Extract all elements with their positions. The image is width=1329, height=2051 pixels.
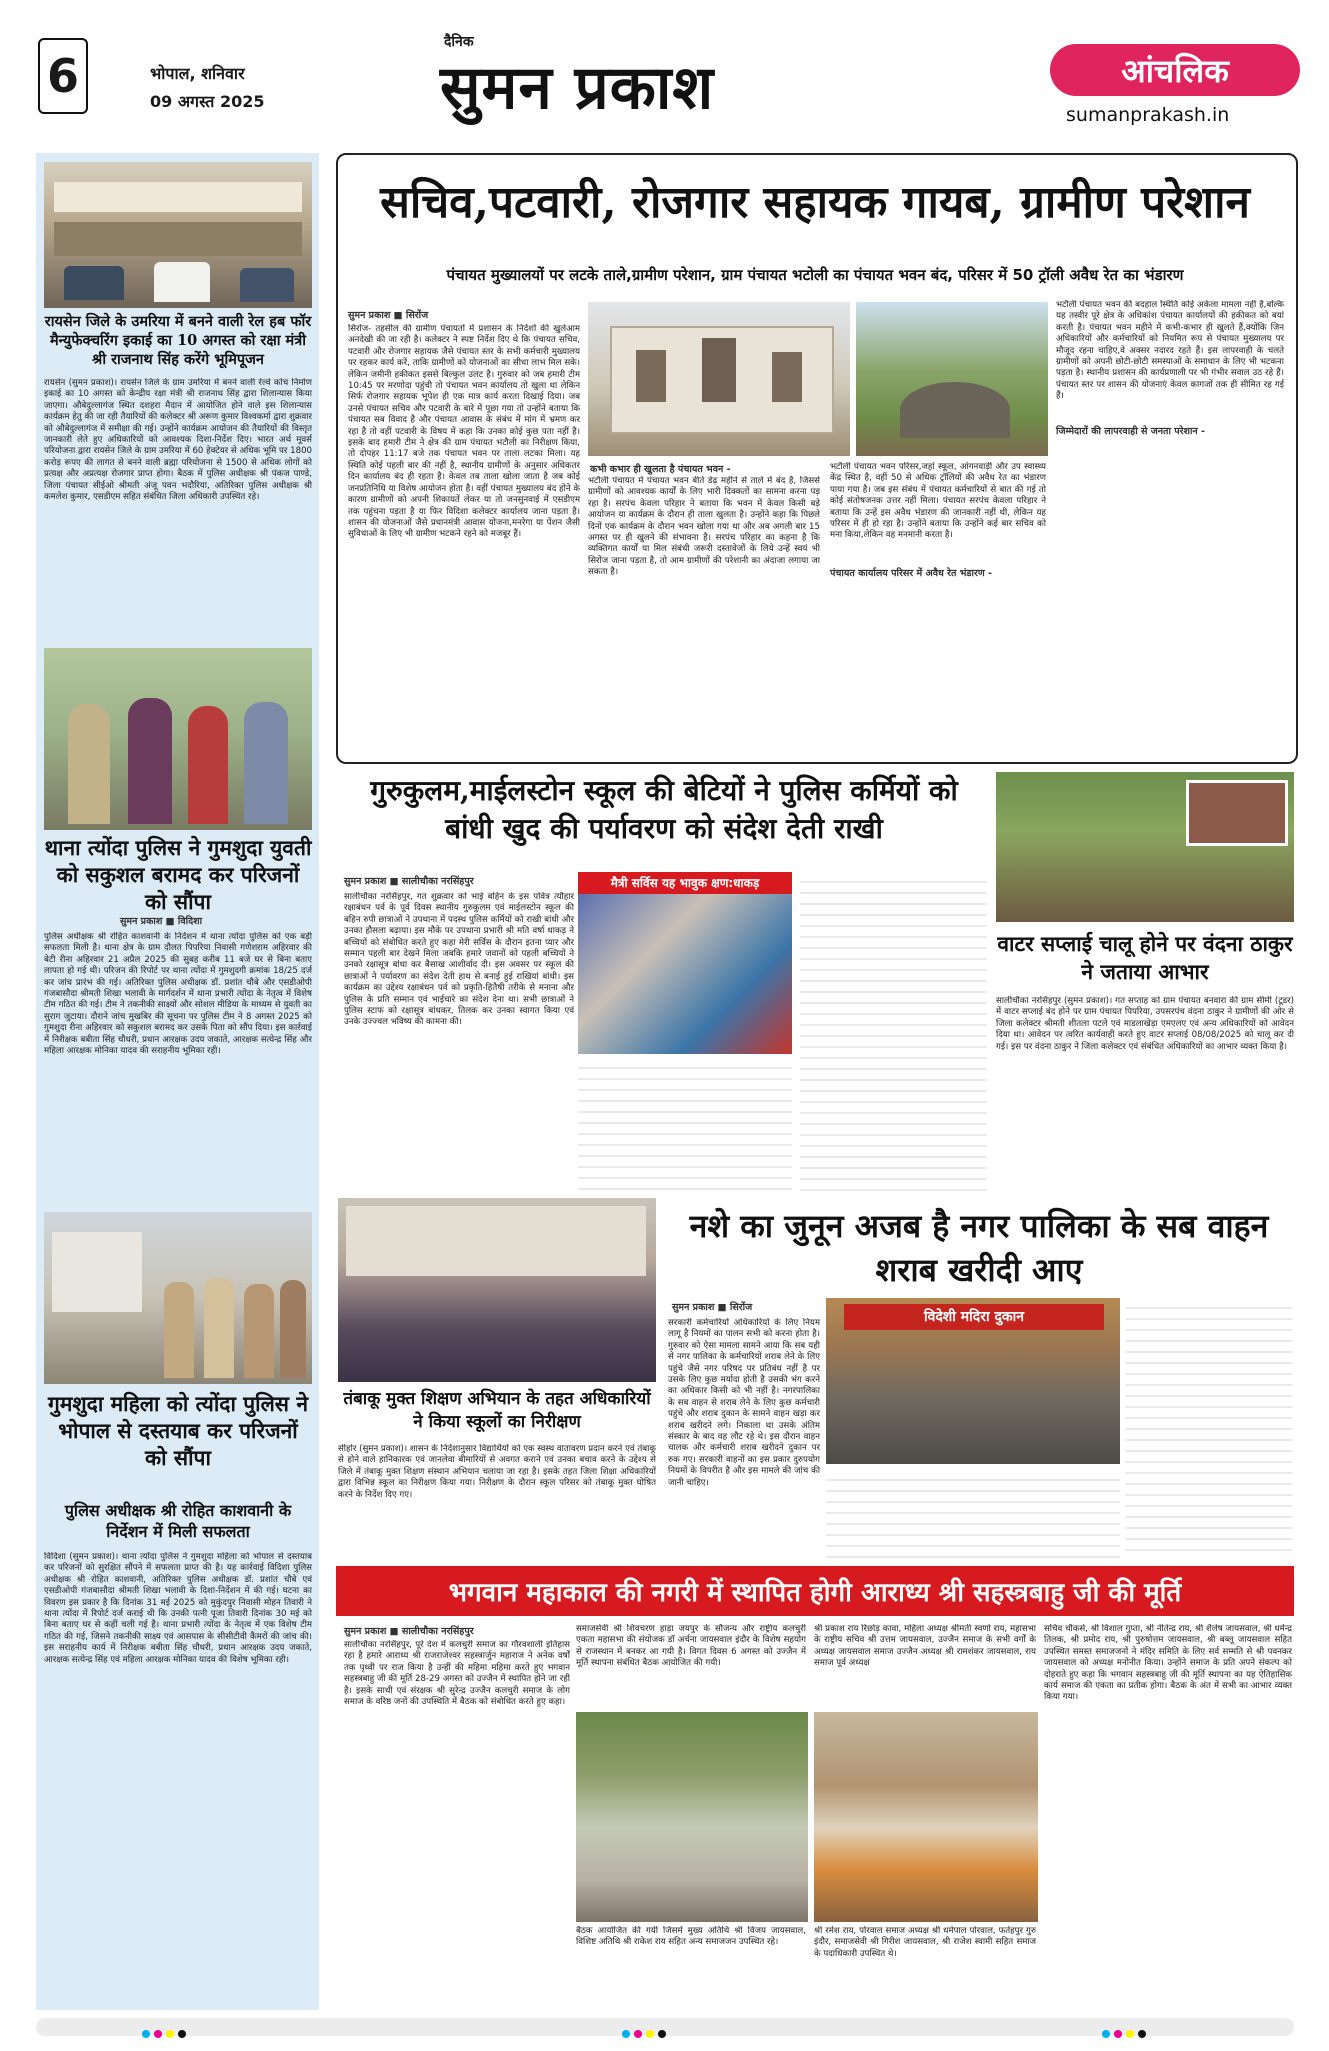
sidebar-story1-headline: रायसेन जिले के उमरिया में बनने वाली रेल हब फॉर मैन्युफेक्चरिंग इकाई का 10 अगस्त को रक्षा मंत्री श्री राजनाथ सिंह करेंगे भूमिपूजन bbox=[44, 313, 312, 368]
police-station-photo bbox=[44, 1212, 312, 1384]
liquor-headline: नशे का जुनून अजब है नगर पालिका के सब वाहन शराब खरीदी आए bbox=[689, 1207, 1269, 1289]
sidebar-story1-body: रायसेन (सुमन प्रकाश)। रायसेन जिले के ग्राम उमरिया में बनने वाली रेल्वे कोच निर्माण इकाई का 10 अगस्त को केन्द्रीय रक्षा मंत्री श्री राजनाथ सिंह द्वारा शिलान्यास किया जाएगा। औबेदुल्लागंज स्थित दशहरा मैदान में आयोजित होने वाले इस शिलान्यास कार्यक्रम हेतु की जा रही तैयारियों की कलेक्टर श्री अरूण कुमार विश्वकर्मा द्वारा शुक्रवार को औबेदुल्लागंज में समीक्षा की गई। उन्होंने कार्यक्रम आयोजन की तैयारियों की विस्तृत जानकारी लेते हुए अधिकारियों को आवश्यक दिशा-निर्देश दिए। भारत अर्थ मूवर्स परियोजना द्वारा रायसेन जिले के ग्राम उमरिया में 60 हेक्टेयर से अधिक भूमि पर 1800 करोड़ रूपए की लागत से बनने वाली ब्रह्मा परियोजना से 1500 से अधिक लोगों को प्रत्यक्ष और अप्रत्यक्ष रोजगार प्राप्त होगा। बैठक में पुलिस अधीक्षक श्री पंकज पाण्डे, जिला पंचायत सीईओ श्रीमती अंजू पवन भदौरिया, अतिरिक्त पुलिस अधीक्षक श्री कमलेश कुमार, एसडीएम सहित संबंधित जिला अधिकारी उपस्थित रहे। bbox=[44, 378, 312, 503]
main-body-col3: भटौली पंचायत भवन परिसर,जहां स्कूल, आंगनवाड़ी और उप स्वास्थ्य केंद्र स्थित है, वहीं 50 से अधिक ट्रॉलियों की अवैध रेत का भंडारण पाया गया है। जब इस संबंध में पंचायत कर्मचारियों से बात की गई तो कोई संतोषजनक उत्तर नहीं मिला। पंचायत सरपंच केवला परिहार ने बताया कि उन्हें इस अवैध भंडारण की जानकारी नहीं थी, लेकिन यह परिसर में ही हो रहा है। उन्होंने बताया कि उन्होंने कई बार सचिव को मना किया,लेकिन वह मनमानी करता है। bbox=[830, 462, 1046, 541]
banner-caption-2: श्री रमेश राय, पोरवाल समाज अध्यक्ष श्री धर्मपाल पोरवाल, फतेहपुर गुरु इंदौर, समाजसेवी श्री गिरीश जायसवाल, श्री राजेश स्वामी सहित समाज के पदाधिकारी उपस्थित थे। bbox=[814, 1926, 1036, 1959]
sidebar-story2-headline: थाना त्योंदा पुलिस ने गुमशुदा युवती को सकुशल बरामद कर परिजनों को सौंपा bbox=[44, 835, 312, 914]
main-body-col2: भटौली पंचायत में पंचायत भवन बीते डेढ़ महीने से ताले में बंद है, जिससे ग्रामीणों को आवश्यक कार्यों के लिए भारी दिक्कतों का सामना करना पड़ रहा है। सरपंच केवला परिहार ने बताया कि भवन में केवल किसी बड़े आयोजन या कार्यक्रम के दौरान ही ताला खुलता है। उन्होंने कहा कि पिछले दिनों एक कार्यक्रम के दौरान भवन खोला गया था और अब अगली बार 15 अगस्त पर ही खुलने की संभावना है। सरपंच परिहार का कहना है कि व्यक्तिगत कार्यों या मिल संबंधी जरूरी दस्तावेजों के लिये उन्हें स्वयं भी सिरोंज जाना पड़ता है, तो आम ग्रामीणों की परेशानी का अंदाजा लगाया जा सकता है। bbox=[588, 476, 820, 578]
sidebar-story3-body: विदिशा (सुमन प्रकाश)। थाना त्योंदा पुलिस ने गुमशुदा महिला को भोपाल से दस्तयाब कर परिजनों को सुरक्षित सौंपने में सफलता प्राप्त की है। यह कार्रवाई विदिशा पुलिस अधीक्षक श्री रोहित काशवानी, अतिरिक्त पुलिस अधीक्षक डॉ. प्रशांत चौबे एवं एसडीओपी गंजबासौदा श्रीमती शिखा भलावी के दिशा-निर्देशन में की गई। घटना का विवरण इस प्रकार है कि दिनांक 31 मई 2025 को मुकुंदपुर निवासी मोहन तिवारी ने थाना त्योंदा में रिपोर्ट दर्ज कराई थी कि उनकी पत्नी पूजा तिवारी दिनांक 30 मई को बिना बताए घर से कहीं चली गई है। थाना प्रभारी त्योंदा के नेतृत्व में एक विशेष टीम गठित की गई, जिसने तकनीकी साक्ष्य एवं आसपास के सीसीटीवी कैमरों की जांच की। इस सराहनीय कार्य में निरीक्षक बबीता सिंह चौधरी, प्रधान आरक्षक उदय जकाते, आरक्षक सत्येन्द्र सिंह एवं महिला आरक्षक मोनिका यादव की विशेष भूमिका रही। bbox=[44, 1552, 312, 1665]
page-number-box bbox=[38, 38, 88, 114]
sidebar-story3-headline: गुमशुदा महिला को त्योंदा पुलिस ने भोपाल से दस्तयाब कर परिजनों को सौंपा bbox=[48, 1391, 308, 1470]
main-subhead-3: जिम्मेदारों की लापरवाही से जनता परेशान - bbox=[1056, 426, 1205, 437]
banner-headline: भगवान महाकाल की नगरी में स्थापित होगी आराध्य श्री सहस्त्रबाहु जी की मूर्ति bbox=[448, 1578, 1182, 1608]
issue-date: 09 अगस्त 2025 bbox=[150, 92, 265, 111]
paper-prefix: दैनिक bbox=[444, 34, 474, 50]
masthead bbox=[0, 0, 1329, 150]
banner-body-col1: सालीचौका नरसिंहपुर, पूरे देश में कलचुरी समाज का गौरवशाली इतिहास रहा है हमारे आराध्य श्री राजराजेश्वर सहस्त्रार्जुन महाराज ने अनेक वर्षों तक पृथ्वी पर राज किया है उन्हीं की महिमा महिमा करते हुए भगवान सहस्त्रबाहु जी की मूर्ति 28-29 अगस्त को उज्जैन में स्थापित होने जा रही है। इसके साथी एवं संरक्षक श्री सुरेन्द्र उज्जैन कलचुरी समाज के लोग समाज के वरिष्ठ जनों की उपस्थिति में बैठक को संबोधित करते हुए कहा। bbox=[344, 1640, 570, 1708]
sidebar-story2-body: पुलिस अधीक्षक श्री रोहित काशवानी के निर्देशन में थाना त्योंदा पुलिस को एक बड़ी सफलता मिली है। थाना क्षेत्र के ग्राम दौलत पिपरिया निवासी गणेशराम अहिरवार की बेटी रीना अहिरवार 21 अप्रैल 2025 की सुबह करीब 11 बजे घर से बिना बताए लापता हो गई थी। परिजन की रिपोर्ट पर थाना त्योंदा में गुमशुदगी क्रमांक 18/25 दर्ज कर जांच प्रारंभ की गई। अतिरिक्त पुलिस अधीक्षक डॉ. प्रशांत चौबे और एसडीओपी गंजबासौदा श्रीमती शिखा भलावी के मार्गदर्शन में थाना प्रभारी त्योंदा के नेतृत्व में विशेष टीम गठित की गई। टीम ने तकनीकी साक्ष्यों और सोशल मीडिया के माध्यम से युवती का सुराग जुटाया। दौराने जांच मुखबिर की सूचना पर पुलिस टीम ने 8 अगस्त 2025 को गुमशुदा रीना अहिरवार को सकुशल बरामद कर उसके पिता को सौंप दिया। इस कार्रवाई में निरीक्षक बबीता सिंह चौधरी, प्रधान आरक्षक उदय जकाते, आरक्षक सत्येन्द्र सिंह और महिला आरक्षक मोनिका यादव की सराहनीय भूमिका रही। bbox=[44, 932, 312, 1057]
water-body: सालीचौका नरसिंहपुर (सुमन प्रकाश)। गत सप्ताह को ग्राम पंचायत बनवारा की ग्राम सीमी (टूडर) में वाटर सप्लाई बंद होने पर ग्राम पंचायत पिपरिया, उपसरपंच वंदना ठाकुर ने ग्रामीणों की ओर से जिला कलेक्टर श्रीमती शीतला पटले एवं माडलाखेड़ा एमएलए एवं अन्य अधिकारियों को आवेदन दिया था। आवेदन पर त्वरित कार्यवाही करते हुए वाटर सप्लाई 08/08/2025 को चालू कर दी गई। इस पर वंदना ठाकुर ने जिला कलेक्टर एवं संबंधित अधिकारियों का आभार व्यक्त किया है। bbox=[996, 996, 1294, 1052]
banner-body-col4: सचिव चौकसे, श्री विशाल गुप्ता, श्री नीतेन्द्र राय, श्री शैलेष जायसवाल, श्री धर्मेन्द्र तिलक, श्री प्रमोद राय, श्री पुरुषोत्तम जायसवाल, श्री बब्लू जायसवाल सहित उपस्थित समस्त समाजजनों ने मंदिर समिति के लिए सर्व सम्मति से श्री पवनकर जायसवाल को अध्यक्ष मनोनीत किया। उन्होंने समाज के प्रति अपने संकल्प को दोहराते हुए कहा कि भगवान सहस्त्रबाहु जी की मूर्ति स्थापना का यह ऐतिहासिक कार्य समाज की एकता का प्रतीक होगा। बैठक के अंत में सभी का आभार व्यक्त किया गया। bbox=[1044, 1624, 1292, 1703]
sidebar-story3-subhead: पुलिस अधीक्षक श्री रोहित काशवानी के निर्देशन में मिली सफलता bbox=[64, 1501, 292, 1541]
sand-storage-photo bbox=[856, 302, 1048, 456]
main-subhead-2: पंचायत कार्यालय परिसर में अवैध रेत भंडारण - bbox=[830, 568, 992, 579]
section-tab bbox=[1050, 44, 1300, 96]
liquor-body-col2 bbox=[826, 1470, 1120, 1560]
banner-body-col3: श्री प्रकाश राय रिछोड़ कावा, महिला अध्यक्ष श्रीमती स्वर्णा राय, महासभा के राष्ट्रीय सचिव श्री उत्तम जायसवाल, उज्जैन समाज के सभी वर्गों के अध्यक्ष जायसवाल समाज उज्जैन अध्यक्ष श्री रामशंकर जायसवाल, राय समाज पूर्व अध्यक्ष bbox=[814, 1624, 1036, 1669]
city-day: भोपाल, शनिवार bbox=[150, 64, 245, 83]
footer-dots-left bbox=[140, 2023, 188, 2042]
main-subhead: पंचायत मुख्यालयों पर लटके ताले,ग्रामीण परेशान, ग्राम पंचायत भटोली का पंचायत भवन बंद, परिसर में 50 ट्रॉली अवैध रेत का भंडारण bbox=[446, 266, 1184, 284]
section-label: आंचलिक bbox=[1121, 51, 1229, 90]
rakhi-body-col3 bbox=[800, 872, 986, 1192]
website: sumanprakash.in bbox=[1066, 104, 1230, 126]
samaj-group-photo bbox=[814, 1712, 1038, 1922]
police-handover-photo bbox=[44, 648, 312, 830]
water-headline: वाटर सप्लाई चालू होने पर वंदना ठाकुर ने जताया आभार bbox=[997, 931, 1293, 984]
main-body-col4: भटौली पंचायत भवन की बदहाल स्थिति कोई अकेला मामला नहीं है,बल्कि यह तस्वीर पूरे क्षेत्र के अधिकांश पंचायत कार्यालयों की हकीकत को बयां करती है। पंचायत भवन महीने में कभी-कभार ही खुलते हैं,क्योंकि जिन अधिकारियों और कर्मचारियों को नियमित रूप से पंचायत मुख्यालय पर मौजूद रहना चाहिए,वे अक्सर नदारद रहते हैं। इस लापरवाही के चलते ग्रामीणों को अपनी छोटी-छोटी समस्याओं के समाधान के लिए भी भटकना पड़ता है। स्थानीय प्रशासन की कार्यप्रणाली पर भी गंभीर सवाल उठ रहे हैं। पंचायत स्तर पर शासन की योजनाएं केवल कागजों तक ही सीमित रह गई हैं। bbox=[1056, 300, 1284, 402]
liquor-body: सरकारी कर्मचारियों अधिकारियों के लिए नियम लागू है नियमों का पालन सभी को करना होता है। गुरुवार को ऐसा मामला सामने आया कि सब यही से नगर पालिका के कर्मचारियों शराब लेने के लिए पहुंचे जैसे नगर परिषद पर प्रतिबंध नहीं है पर उसके लिए कुछ मर्यादा होती है उसकी भंग करने का अधिकार किसी को भी नहीं है। नगरपालिका के सब वाहन से शराब लेने के लिए कुछ कर्मचारी पहुंचे और शराब दुकान के सामने वाहन खड़ा कर शराब खरीदने लगे। निकाला था उसके अंतिम संस्कार के बाद वह लौट रहे थे। इस दौरान वाहन चालक और कर्मचारी शराब खरीदने दुकान पर रुक गए। सरकारी वाहनों का इस प्रकार दुरुपयोग नियमों के विपरीत है और इस मामले की जांच की जानी चाहिए। bbox=[668, 1318, 820, 1488]
paper-name-logo: सुमन प्रकाश bbox=[440, 53, 715, 123]
water-supply-photo bbox=[996, 772, 1294, 922]
footer-dots-center bbox=[620, 2023, 668, 2042]
school-inspection-photo bbox=[338, 1198, 656, 1382]
banner-byline: सुमन प्रकाश ■ सालीचौका नरसिंहपुर bbox=[344, 1626, 474, 1637]
footer-dots-right bbox=[1100, 2023, 1148, 2042]
banner-caption-1: बैठक आयोजित की गयी जिसमें मुख्य अतिथि श्री विजय जायसवाल, विशिष्ट अतिथि श्री राकेश राय सहित अन्य समाजजन उपस्थित रहे। bbox=[576, 1926, 806, 1948]
main-photo-caption: कभी कभार ही खुलता है पंचायत भवन - bbox=[590, 464, 731, 475]
tobacco-headline: तंबाकू मुक्त शिक्षण अभियान के तहत अधिकारियों ने किया स्कूलों का निरीक्षण bbox=[343, 1389, 651, 1432]
banner-bar bbox=[336, 1566, 1294, 1616]
temple-meeting-photo bbox=[576, 1712, 808, 1922]
main-headline: सचिव,पटवारी, रोजगार सहायक गायब, ग्रामीण परेशान bbox=[380, 177, 1250, 228]
rakhi-photo-tag bbox=[578, 872, 792, 894]
main-byline: सुमन प्रकाश ■ सिरोंज bbox=[348, 310, 429, 321]
rakhi-collage-photo bbox=[578, 894, 792, 1054]
tobacco-body: सीहोर (सुमन प्रकाश)। शासन के निर्देशानुसार विद्यार्थियों को एक स्वस्थ वातावरण प्रदान करने एवं तंबाकू से होने वाले हानिकारक एवं जानलेवा बीमारियों से अवगत कराने एवं उनका बचाव करने के उद्देश्य से जिले में तंबाकू मुक्त शिक्षण संस्थान अभियान चलाया जा रहा है। इसके तहत जिला शिक्षा अधिकारियों द्वारा विभिन्न स्कूल का निरीक्षण किया गया। निरीक्षण के दौरान स्कूल परिसर को तंबाकू मुक्त घोषित करने के निर्देश दिए गए। bbox=[338, 1444, 656, 1500]
liquor-shop-photo bbox=[826, 1298, 1120, 1464]
rakhi-body-col2 bbox=[578, 1058, 792, 1192]
rakhi-byline: सुमन प्रकाश ■ सालीचौका नरसिंहपुर bbox=[344, 876, 474, 887]
liquor-shop-sign bbox=[844, 1304, 1104, 1330]
liquor-shop-sign-text: विदेशी मदिरा दुकान bbox=[923, 1309, 1025, 1325]
rakhi-body: सालीचौका नरसिंहपुर, गत शुक्रवार को भाई बहिन के इस पवित्र त्यौहार रक्षाबंधन पर्व के पूर्व दिवस स्थानीय गुरुकुलम एवं माईलस्टोन स्कूल की बहिन रुपी छात्राओं ने उपथाना में पदस्थ पुलिस कर्मियों को राखी बांधी और उनका हौसला बढ़ाया। इस मौके पर उपथाना प्रभारी श्री मति वर्षा धाकड़ ने बच्चियों को संबोधित करते हुए कहा मेरी सर्विस के दौरान इतना प्यार और सम्मान पहली बार देखने मिला जबकि हमारे जवानों को पहली बच्चियों ने उनको रक्षासूत्र बांधा कर बैसाख आशीर्वाद दी। इस अवसर पर स्कूल की छात्राओं ने पर्यावरण का संदेश देती हाथ से बनाई हुई राखियां बांधी। इस कार्यक्रम का उद्देश्य रक्षाबंधन पर्व को प्रकृति-हितैषी तरीके से मनाना और पुलिस के प्रति सम्मान एवं भाईचारे का संदेश देना था। सभी छात्राओं ने पुलिस स्टाफ को रक्षासूत्र बांधकर, तिलक कर उनका स्वागत किया एवं उनके उज्ज्वल भविष्य की कामना की। bbox=[344, 892, 574, 1028]
panchayat-building-photo bbox=[588, 302, 850, 456]
rakhi-photo-tag-label: मैत्री सर्विस यह भावुक क्षण:धाकड़ bbox=[610, 876, 760, 890]
liquor-body-col3 bbox=[1126, 1298, 1292, 1560]
rakhi-headline: गुरुकुलम,माईलस्टोन स्कूल की बेटियों ने पुलिस कर्मियों को बांधी खुद की पर्यावरण को संदेश देती राखी bbox=[370, 774, 958, 845]
liquor-byline: सुमन प्रकाश ■ सिरोंज bbox=[672, 1302, 753, 1313]
page-number: 6 bbox=[46, 49, 79, 103]
meeting-photo bbox=[44, 162, 312, 308]
banner-body-col2: समाजसेवी श्री शिवचरण हाड़ा जयपुर के सौजन्य और राष्ट्रीय कलचुरी एकता महासभा की संयोजक डॉ अर्चना जायसवाल इंदौर के विशेष सहयोग से राजस्थान में बनकर आ गयी है। विगत दिवस 6 अगस्त को उज्जैन में मूर्ति स्थापना संबंधित बैठक आयोजित की गयी। bbox=[576, 1624, 806, 1669]
main-body-col1: सिरोंज- तहसील की ग्रामीण पंचायतों में प्रशासन के निर्देशों की खुलेआम अनदेखी की जा रही है। कलेक्टर ने स्पष्ट निर्देश दिए थे कि पंचायत सचिव, पटवारी और रोजगार सहायक जैसे पंचायत स्तर के सभी कर्मचारी मुख्यालय पर रहकर कार्य करें, ताकि ग्रामीणों को योजनाओं का सीधा लाभ मिल सके। लेकिन जमीनी हकीकत इससे बिल्कुल उलट है। गुरुवार को जब हमारी टीम 10:45 पर मरणोदा पहुंची तो पंचायत भवन कार्यालय तो खुला था लेकिन सिर्फ रोजगार सहायक भूपेश ही एक मात्र कार्य करता दिखाई दिया। जब उनसे पंचायत सचिव और पटवारी के बारे में पूछा गया तो उन्होंने बताया कि पंचायत सब विवाद है और पंचायत आवास के संबंध में मांग में भ्रमण कर रहा है तो वहीं पटवारी के विषय में कहा कि उनका कोई कुछ पता नहीं है। इसके बाद हमारी टीम ने क्षेत्र की ग्राम पंचायत भटौली का निरीक्षण किया, तो दोपहर 11:17 बजे तक पंचायत भवन पर ताला लटका मिला। यह स्थिति कोई पहली बार की नहीं है, स्थानीय ग्रामीणों के अनुसार अधिकतर दिन कार्यालय बंद ही रहता है। केवल तब ताला खोला जाता है जब कोई जनप्रतिनिधि या विशेष आयोजन होता है। वहीं पंचायत मुख्यालय बंद होने के कारण ग्रामीणों को अपनी शिकायतें लेकर या तो जनसुनवाई में एसडीएम तक पहुंचना पड़ता है या फिर विदिशा कलेक्टर कार्यालय जाना पड़ता है। शासन की योजनाओं जैसे प्रधानमंत्री आवास योजना,मनरेगा या पेंशन जैसी सुविधाओं के लिए भी ग्रामीण भटकने रहने को मजबूर हैं। bbox=[348, 324, 580, 540]
sidebar-story2-byline: सुमन प्रकाश ■ विदिशा bbox=[120, 916, 203, 927]
